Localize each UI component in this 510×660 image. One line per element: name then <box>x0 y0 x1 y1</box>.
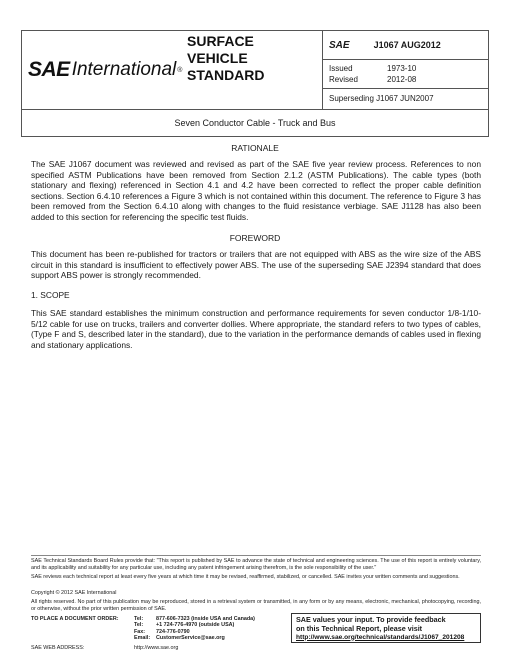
contact-type: Fax: <box>134 628 146 635</box>
rights-note: All rights reserved. No part of this publication may be reproduced, stored in a retrieval system or transmitted, in any form or by any means, electronic, mechanical, photocopying, recording, or otherwise, without the prior written permission of SAE. <box>31 599 481 612</box>
contact-type: Tel: <box>134 616 144 622</box>
revised-value: 2012-08 <box>387 75 417 84</box>
feedback-line: on this Technical Report, please visit <box>296 623 423 633</box>
standard-type-title <box>187 33 322 84</box>
feedback-line: SAE values your input. To provide feedback <box>296 615 446 624</box>
copyright-note: Copyright © 2012 SAE International <box>31 590 117 596</box>
issued-value: 1973-10 <box>387 64 417 73</box>
web-address-link[interactable]: http://www.sae.org <box>134 645 179 651</box>
meta-sae-logo: SAE <box>329 39 350 51</box>
logo-sae-text: SAE <box>28 58 70 81</box>
order-label: TO PLACE A DOCUMENT ORDER: <box>31 616 119 622</box>
document-title: Seven Conductor Cable - Truck and Bus <box>21 110 489 137</box>
contact-value: 877-606-7323 (inside USA and Canada) <box>156 616 255 622</box>
document-metadata <box>322 31 489 109</box>
feedback-link[interactable]: http://www.sae.org/technical/standards/J1067_201208 <box>296 633 465 641</box>
title-line: VEHICLE <box>187 50 248 66</box>
doc-id-row <box>323 31 489 60</box>
web-address-label: SAE WEB ADDRESS: <box>31 645 85 651</box>
foreword-heading: FOREWORD <box>229 233 281 243</box>
feedback-box <box>291 613 481 643</box>
title-line: SURFACE <box>187 33 254 49</box>
document-header <box>21 30 489 110</box>
footer-divider <box>31 555 481 556</box>
contact-value: +1 724-776-4970 (outside USA) <box>156 622 235 629</box>
rationale-text: The SAE J1067 document was reviewed and revised as part of the SAE five year review process. References to non specified ASTM Publications have been removed from Section 2.1.2 (ASTM Publications). The cable types (both stationary and flexing) referenced in Section 4.1 and 4.2 have been corrected to reflect the proper cable definition sections. Section 6.4.10 references a Figure 3 which is not contained within this document. The reference to Figure 3 has been removed from the Section 6.4.10 along with changes to the fluid resistance verbiage. SAE J1128 has also been added to this section for referencing the specific test fluids. <box>31 159 481 222</box>
issued-label: Issued <box>329 64 353 73</box>
contact-value: 724-776-0790 <box>156 628 190 635</box>
contact-type: Email: <box>134 635 151 642</box>
doc-id: J1067 AUG2012 <box>373 40 441 50</box>
revised-label: Revised <box>329 75 358 84</box>
order-contacts <box>134 616 255 642</box>
contact-type: Tel: <box>134 622 144 629</box>
scope-heading: 1. SCOPE <box>31 290 70 300</box>
foreword-text: This document has been re-published for tractors or trailers that are not equipped with ABS as the wire size of the ABS circuit in this standard is insufficient to effectively power ABS. The use of the superseding SAE J2394 standard that does support ABS power is strongly recommended. <box>31 249 481 280</box>
contact-email-link[interactable]: CustomerService@sae.org <box>156 635 225 642</box>
superseding-info: Superseding J1067 JUN2007 <box>329 94 434 103</box>
dates-row <box>323 60 489 89</box>
scope-text: This SAE standard establishes the minimum construction and performance requirements for seven conductor 1/8-1/10-5/12 cable for use on trucks, trailers and converter dollies. Where appropriate, the standard refers to two types of cables, (Type F and S, described later in the standard), due to the variation in the performance demands of cables used in flexing and stationary applications. <box>31 308 481 350</box>
logo-international-text: International <box>71 59 177 80</box>
rationale-heading: RATIONALE <box>231 143 279 153</box>
review-note: SAE reviews each technical report at least every five years at which time it may be revised, reaffirmed, stabilized, or cancelled. SAE invites your written comments and suggestions. <box>31 574 460 580</box>
sae-international-logo <box>22 31 182 109</box>
logo-trademark: ® <box>177 66 183 74</box>
title-line: STANDARD <box>187 67 265 83</box>
order-contact-row <box>134 635 255 641</box>
board-rules-note: SAE Technical Standards Board Rules provide that: "This report is published by SAE to advance the state of technical and engineering sciences. The use of this report is entirely voluntary, and its applicability and suitability for any particular use, including any patent infringement arising therefrom, is the sole responsibility of the user." <box>31 558 481 571</box>
